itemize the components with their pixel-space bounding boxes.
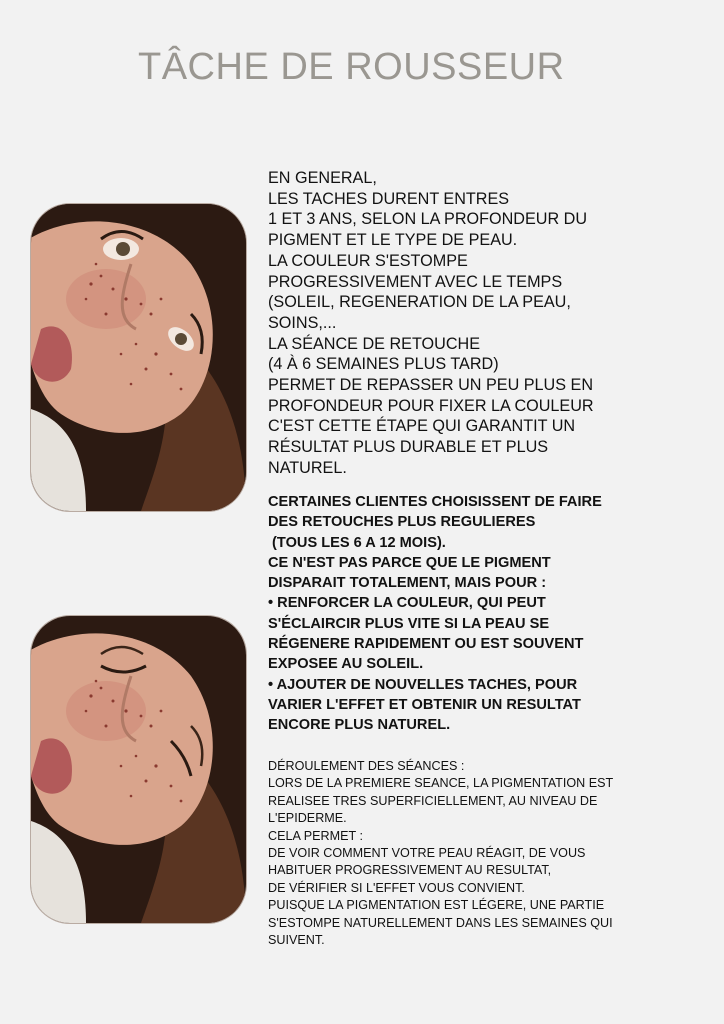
text-line: (SOLEIL, REGENERATION DE LA PEAU, [268, 293, 571, 312]
text-line: S'ESTOMPE NATURELLEMENT DANS LES SEMAINES QUI [268, 915, 613, 930]
text-line: HABITUER PROGRESSIVEMENT AU RESULTAT, [268, 863, 552, 878]
text-line: PROFONDEUR POUR FIXER LA COULEUR [268, 396, 594, 415]
text-line: ENCORE PLUS NATUREL. [268, 717, 451, 734]
text-line: L'EPIDERME. [268, 811, 347, 826]
text-line: LA SÉANCE DE RETOUCHE [268, 334, 480, 353]
portrait-eyes-closed-photo [30, 615, 247, 924]
text-line: LORS DE LA PREMIERE SEANCE, LA PIGMENTATION EST [268, 776, 614, 791]
text-line: LES TACHES DURENT ENTRES [268, 189, 510, 208]
retouch-info-paragraph [268, 168, 594, 479]
text-line: PROGRESSIVEMENT AVEC LE TEMPS [268, 272, 563, 291]
text-line: S'ÉCLAIRCIR PLUS VITE SI LA PEAU SE [268, 615, 550, 632]
text-line: DE VÉRIFIER SI L'EFFET VOUS CONVIENT. [268, 880, 525, 895]
text-line: DÉROULEMENT DES SÉANCES : [268, 759, 465, 773]
text-line: CE N'EST PAS PARCE QUE LE PIGMENT [268, 554, 551, 571]
text-line: CERTAINES CLIENTES CHOISISSENT DE FAIRE [268, 494, 602, 510]
regular-retouch-paragraph [268, 492, 602, 736]
text-line: DES RETOUCHES PLUS REGULIERES [268, 514, 536, 531]
text-line: REALISEE TRES SUPERFICIELLEMENT, AU NIVEAU DE [268, 793, 598, 808]
text-line: PUISQUE LA PIGMENTATION EST LÉGERE, UNE PARTIE [268, 898, 605, 913]
bullet-line: • AJOUTER DE NOUVELLES TACHES, POUR [268, 676, 578, 693]
text-line: C'EST CETTE ÉTAPE QUI GARANTIT UN [268, 417, 576, 436]
text-line: PIGMENT ET LE TYPE DE PEAU. [268, 231, 518, 250]
text-line: SUIVENT. [268, 933, 325, 948]
text-line: DE VOIR COMMENT VOTRE PEAU RÉAGIT, DE VOUS [268, 846, 586, 861]
text-line: (4 À 6 SEMAINES PLUS TARD) [268, 355, 499, 374]
text-line: RÉSULTAT PLUS DURABLE ET PLUS [268, 438, 549, 457]
text-line: EXPOSEE AU SOLEIL. [268, 656, 424, 673]
page-title: TÂCHE DE ROUSSEUR [138, 46, 565, 88]
sessions-paragraph [268, 758, 613, 949]
text-line: VARIER L'EFFET ET OBTENIR UN RESULTAT [268, 696, 581, 713]
text-line: PERMET DE REPASSER UN PEU PLUS EN [268, 376, 594, 395]
text-line: NATUREL. [268, 458, 347, 477]
bullet-line: • RENFORCER LA COULEUR, QUI PEUT [268, 595, 546, 612]
portrait-eyes-open-photo [30, 203, 247, 512]
text-line: EN GENERAL, [268, 169, 377, 187]
text-line: SOINS,... [268, 313, 337, 332]
text-line: (TOUS LES 6 A 12 MOIS). [268, 534, 446, 551]
text-line: CELA PERMET : [268, 828, 363, 843]
text-line: 1 ET 3 ANS, SELON LA PROFONDEUR DU [268, 210, 588, 229]
text-line: RÉGENERE RAPIDEMENT OU EST SOUVENT [268, 636, 584, 653]
text-line: LA COULEUR S'ESTOMPE [268, 251, 468, 270]
text-line: DISPARAIT TOTALEMENT, MAIS POUR : [268, 575, 547, 592]
